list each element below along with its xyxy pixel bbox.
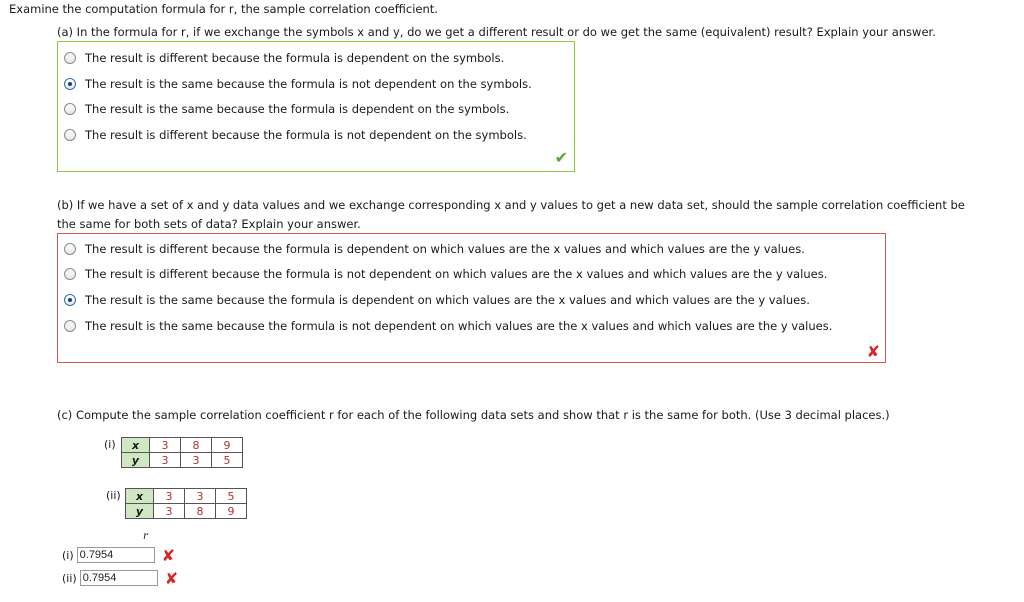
option-label: The result is different because the formula is dependent on the symbols. xyxy=(85,51,505,65)
part-b-options-box xyxy=(57,233,886,363)
option-label: The result is the same because the formula is not dependent on which values are the x values and which values are the y values. xyxy=(85,319,833,333)
x-mark-icon: ✘ xyxy=(866,342,880,361)
x-header: x xyxy=(122,438,150,453)
table-1-label: (i) xyxy=(104,438,116,451)
x-value: 9 xyxy=(212,438,243,453)
x-value: 5 xyxy=(216,489,247,504)
part-a-option-4[interactable] xyxy=(64,126,527,144)
radio-button[interactable] xyxy=(64,320,76,332)
radio-button[interactable] xyxy=(64,268,76,280)
x-mark-icon: ✘ xyxy=(164,568,179,588)
data-table-1 xyxy=(121,437,243,468)
table-row-x xyxy=(126,489,247,504)
part-a-option-2[interactable] xyxy=(64,75,532,93)
option-label: The result is different because the formula is not dependent on the symbols. xyxy=(85,128,527,142)
data-table-2 xyxy=(125,488,247,519)
option-label: The result is different because the formula is not dependent on which values are the x values and which values are the y values. xyxy=(85,267,828,281)
option-label: The result is the same because the formula is dependent on which values are the x values and which values are the y values. xyxy=(85,293,810,307)
y-value: 3 xyxy=(150,453,181,468)
option-label: The result is the same because the formula is not dependent on the symbols. xyxy=(85,77,532,91)
part-a-question: (a) In the formula for r, if we exchange the symbols x and y, do we get a different result or do we get the same (equivalent) result? Explain your answer. xyxy=(57,25,936,39)
y-value: 5 xyxy=(212,453,243,468)
answer-input-1[interactable]: 0.7954 xyxy=(77,547,155,563)
radio-button-selected[interactable] xyxy=(64,78,76,90)
table-row-x xyxy=(122,438,243,453)
y-value: 3 xyxy=(154,504,185,519)
radio-button[interactable] xyxy=(64,103,76,115)
part-b-option-1[interactable] xyxy=(64,240,805,258)
table-row-y xyxy=(122,453,243,468)
y-value: 9 xyxy=(216,504,247,519)
answer-label: (i) xyxy=(62,548,74,562)
part-c-question: (c) Compute the sample correlation coefficient r for each of the following data sets and show that r is the same for both. (Use 3 decimal places.) xyxy=(57,408,890,422)
part-b-option-3[interactable] xyxy=(64,291,810,309)
answer-input-2[interactable]: 0.7954 xyxy=(80,570,158,586)
part-a-option-3[interactable] xyxy=(64,100,509,118)
answer-label: (ii) xyxy=(62,571,77,585)
y-value: 8 xyxy=(185,504,216,519)
radio-button[interactable] xyxy=(64,52,76,64)
radio-button[interactable] xyxy=(64,129,76,141)
x-mark-icon: ✘ xyxy=(161,545,176,565)
y-value: 3 xyxy=(181,453,212,468)
x-header: x xyxy=(126,489,154,504)
x-value: 3 xyxy=(154,489,185,504)
answer-row-2 xyxy=(62,569,178,587)
part-b-question-line2: the same for both sets of data? Explain your answer. xyxy=(57,217,361,231)
problem-intro: Examine the computation formula for r, the sample correlation coefficient. xyxy=(9,2,438,16)
part-b-option-2[interactable] xyxy=(64,265,827,283)
y-header: y xyxy=(126,504,154,519)
radio-button-selected[interactable] xyxy=(64,294,76,306)
checkmark-icon: ✔ xyxy=(554,148,568,167)
part-b-question-line1: (b) If we have a set of x and y data values and we exchange corresponding x and y values to get a new data set, should the sample correlation coefficient be xyxy=(57,198,965,212)
answer-row-1 xyxy=(62,546,175,564)
option-label: The result is different because the formula is dependent on which values are the x values and which values are the y values. xyxy=(85,242,805,256)
y-header: y xyxy=(122,453,150,468)
r-label: r xyxy=(143,531,148,542)
part-a-options-box xyxy=(57,41,575,172)
table-row-y xyxy=(126,504,247,519)
radio-button[interactable] xyxy=(64,243,76,255)
x-value: 3 xyxy=(150,438,181,453)
x-value: 3 xyxy=(185,489,216,504)
table-2-label: (ii) xyxy=(106,489,121,502)
part-b-option-4[interactable] xyxy=(64,317,832,335)
part-a-option-1[interactable] xyxy=(64,49,504,67)
x-value: 8 xyxy=(181,438,212,453)
option-label: The result is the same because the formula is dependent on the symbols. xyxy=(85,102,510,116)
